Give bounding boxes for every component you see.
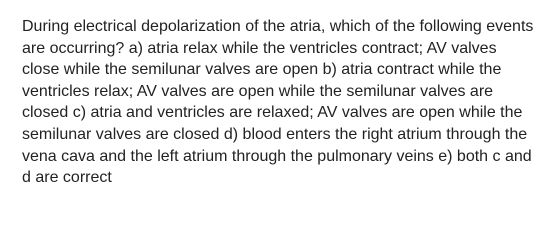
question-text: During electrical depolarization of the atria, which of the following events are occurring? a) atria relax while the ventricles contract; AV valves close while the semilunar valves are open b) atria contract while the ventricles relax; AV valves are open while the semilunar valves are closed c) atria and ventricles are relaxed; AV valves are open while the semilunar valves are closed d) blood enters the right atrium through the vena cava and the left atrium through the pulmonary veins e) both c and d are correct — [22, 18, 534, 187]
